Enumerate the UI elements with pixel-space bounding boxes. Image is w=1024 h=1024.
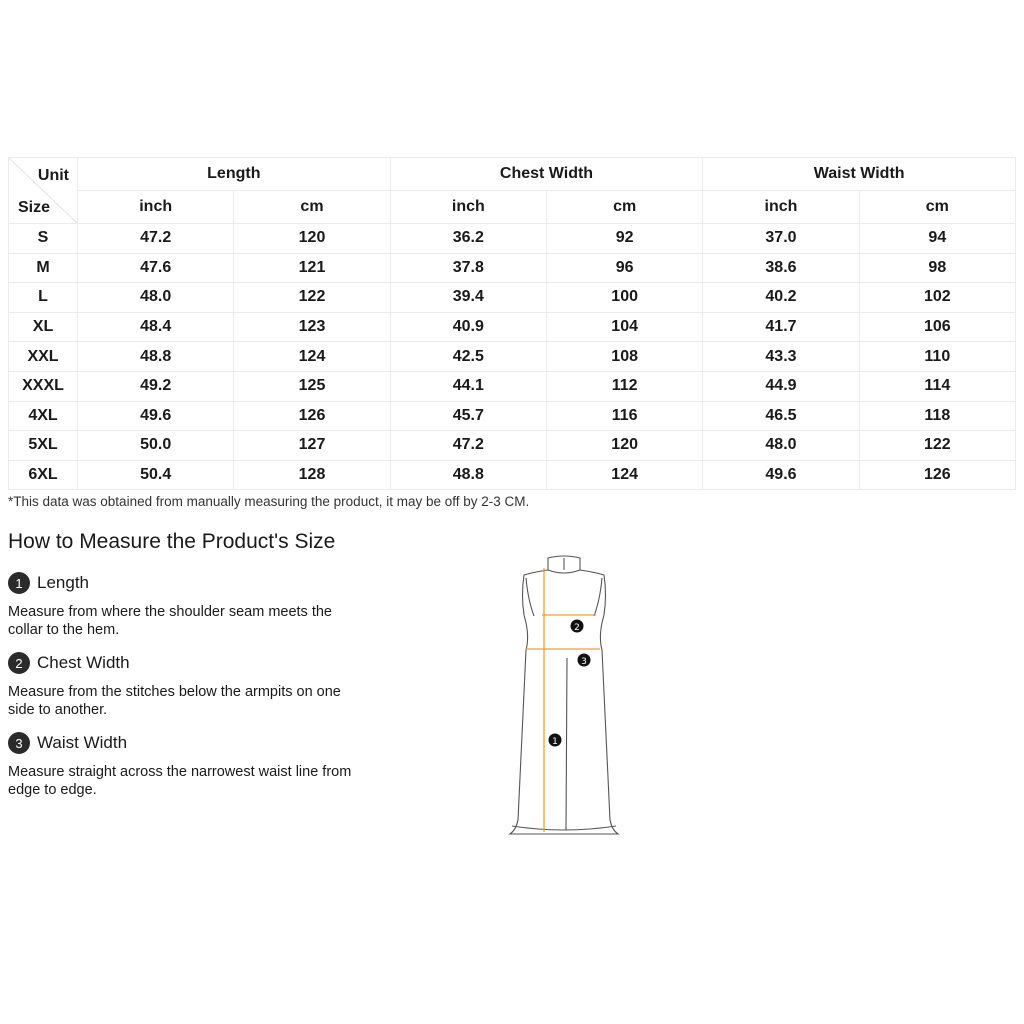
step-description: Measure from where the shoulder seam meets the collar to the hem. — [8, 604, 332, 638]
step-number-badge: 2 — [8, 652, 30, 674]
marker-chest — [571, 620, 584, 634]
table-header-row — [9, 158, 1016, 191]
step-title: Waist Width — [37, 733, 128, 752]
table-cell: 48.8 — [78, 342, 234, 372]
table-cell: 114 — [859, 371, 1015, 401]
measurement-note: *This data was obtained from manually measuring the product, it may be off by 2-3 CM. — [8, 494, 530, 509]
table-cell: 44.9 — [703, 371, 859, 401]
table-cell: 43.3 — [703, 342, 859, 372]
table-cell: 108 — [546, 342, 702, 372]
table-cell: 124 — [234, 342, 390, 372]
table-cell: 50.4 — [78, 460, 234, 490]
table-cell: 47.6 — [78, 253, 234, 283]
table-cell: 38.6 — [703, 253, 859, 283]
table-cell: 122 — [859, 431, 1015, 461]
table-row — [9, 401, 1016, 431]
table-row — [9, 460, 1016, 490]
table-body — [9, 224, 1016, 490]
corner-cell — [9, 158, 78, 224]
table-cell: 50.0 — [78, 431, 234, 461]
table-cell: 102 — [859, 283, 1015, 313]
table-cell: 49.2 — [78, 371, 234, 401]
dress-diagram — [500, 550, 630, 840]
table-cell: 36.2 — [390, 224, 546, 254]
marker-label: 1 — [552, 737, 558, 747]
table-row — [9, 224, 1016, 254]
step-description: Measure straight across the narrowest waist line from edge to edge. — [8, 764, 352, 798]
table-row — [9, 253, 1016, 283]
table-cell: 128 — [234, 460, 390, 490]
header-length: Length — [78, 158, 391, 191]
subheader-cell: inch — [703, 191, 859, 224]
table-cell: 41.7 — [703, 312, 859, 342]
subheader-cell: cm — [234, 191, 390, 224]
table-cell: 42.5 — [390, 342, 546, 372]
table-cell: 48.0 — [703, 431, 859, 461]
subheader-cell: cm — [859, 191, 1015, 224]
marker-length — [549, 734, 562, 748]
measurement-guides — [526, 568, 600, 832]
size-label-cell: L — [9, 283, 78, 313]
size-label-cell: S — [9, 224, 78, 254]
table-cell: 120 — [546, 431, 702, 461]
step-number-badge: 1 — [8, 572, 30, 594]
table-cell: 106 — [859, 312, 1015, 342]
table-cell: 44.1 — [390, 371, 546, 401]
table-cell: 40.2 — [703, 283, 859, 313]
table-row — [9, 283, 1016, 313]
step-title: Chest Width — [37, 653, 130, 672]
table-cell: 116 — [546, 401, 702, 431]
table-row — [9, 431, 1016, 461]
step-number-badge: 3 — [8, 732, 30, 754]
step-chest-width — [8, 651, 368, 719]
header-chest-width: Chest Width — [390, 158, 703, 191]
step-length — [8, 571, 368, 639]
table-cell: 94 — [859, 224, 1015, 254]
table-cell: 96 — [546, 253, 702, 283]
table-cell: 127 — [234, 431, 390, 461]
table-cell: 40.9 — [390, 312, 546, 342]
table-cell: 112 — [546, 371, 702, 401]
table-cell: 125 — [234, 371, 390, 401]
subheader-cell: inch — [390, 191, 546, 224]
table-cell: 100 — [546, 283, 702, 313]
table-cell: 124 — [546, 460, 702, 490]
size-label-cell: XXL — [9, 342, 78, 372]
table-cell: 47.2 — [390, 431, 546, 461]
table-subheader-row — [9, 191, 1016, 224]
step-title: Length — [37, 573, 89, 592]
dress-outline — [510, 556, 618, 834]
subheader-cell: cm — [546, 191, 702, 224]
table-cell: 46.5 — [703, 401, 859, 431]
table-row — [9, 312, 1016, 342]
table-cell: 48.8 — [390, 460, 546, 490]
table-cell: 47.2 — [78, 224, 234, 254]
table-cell: 126 — [234, 401, 390, 431]
step-description: Measure from the stitches below the armpits on one side to another. — [8, 684, 341, 718]
table-cell: 118 — [859, 401, 1015, 431]
table-cell: 104 — [546, 312, 702, 342]
size-label-cell: 5XL — [9, 431, 78, 461]
table-row — [9, 342, 1016, 372]
step-waist-width — [8, 731, 368, 799]
size-label-cell: XXXL — [9, 371, 78, 401]
size-chart-table — [8, 157, 1016, 490]
marker-label: 3 — [581, 657, 587, 667]
marker-waist — [578, 654, 591, 668]
table-cell: 37.0 — [703, 224, 859, 254]
table-cell: 37.8 — [390, 253, 546, 283]
table-cell: 49.6 — [78, 401, 234, 431]
dress-outline-svg — [500, 550, 630, 840]
table-row — [9, 371, 1016, 401]
table-cell: 121 — [234, 253, 390, 283]
how-to-title: How to Measure the Product's Size — [8, 530, 336, 553]
size-label-cell: 4XL — [9, 401, 78, 431]
table-cell: 45.7 — [390, 401, 546, 431]
table-cell: 39.4 — [390, 283, 546, 313]
size-label-cell: XL — [9, 312, 78, 342]
table-cell: 123 — [234, 312, 390, 342]
table-cell: 120 — [234, 224, 390, 254]
marker-label: 2 — [574, 623, 580, 633]
table-cell: 49.6 — [703, 460, 859, 490]
size-label-cell: 6XL — [9, 460, 78, 490]
corner-unit-label: Unit — [37, 167, 69, 184]
table-cell: 92 — [546, 224, 702, 254]
subheader-cell: inch — [78, 191, 234, 224]
table-cell: 48.0 — [78, 283, 234, 313]
table-cell: 48.4 — [78, 312, 234, 342]
header-waist-width: Waist Width — [703, 158, 1016, 191]
table-cell: 98 — [859, 253, 1015, 283]
table-cell: 126 — [859, 460, 1015, 490]
corner-size-label: Size — [18, 199, 51, 216]
table-cell: 122 — [234, 283, 390, 313]
size-label-cell: M — [9, 253, 78, 283]
table-cell: 110 — [859, 342, 1015, 372]
